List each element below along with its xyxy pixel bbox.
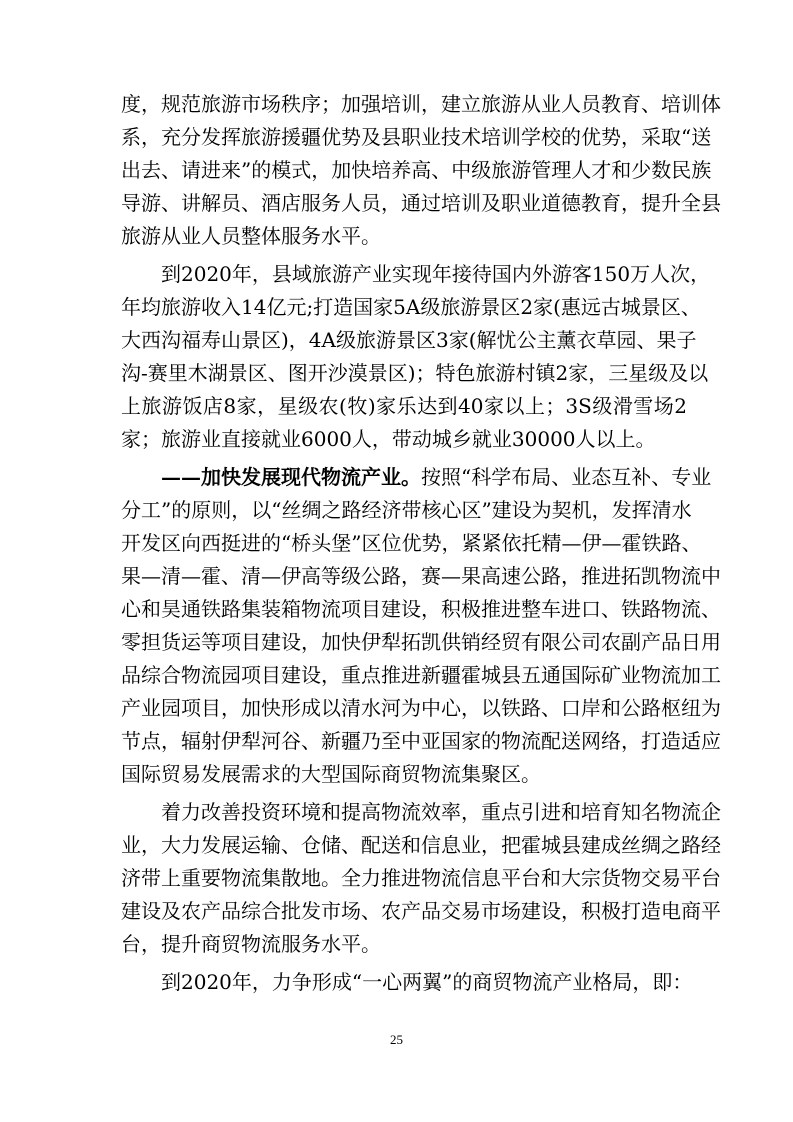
text-line: 着力改善投资环境和提高物流效率，重点引进和培育知名物流企 (161, 800, 721, 824)
text-line (121, 461, 712, 494)
paragraph-tourism-targets (121, 258, 711, 456)
text-line: 出去、请进来”的模式，加快培养高、中级旅游管理人才和少数民族 (121, 158, 712, 182)
text-line: 旅游从业人员整体服务水平。 (121, 224, 381, 248)
text-line: 产业园项目，加快形成以清水河为中心，以铁路、口岸和公路枢纽为 (121, 696, 721, 720)
text-line: 品综合物流园项目建设，重点推进新疆霍城县五通国际矿业物流加工 (121, 663, 721, 687)
text-line: 心和昊通铁路集装箱物流项目建设，积极推进整车进口、铁路物流、 (121, 597, 721, 621)
text-line: 济带上重要物流集散地。全力推进物流信息平台和大宗货物交易平台 (121, 866, 721, 890)
text-line: 分工”的原则，以“丝绸之路经济带核心区”建设为契机，发挥清水 (121, 498, 692, 522)
text-line: 开发区向西挺进的“桥头堡”区位优势，紧紧依托精—伊—霍铁路、 (121, 531, 702, 555)
text-line: 建设及农产品综合批发市场、农产品交易市场建设，积极打造电商平 (121, 899, 721, 923)
text-line: 国际贸易发展需求的大型国际商贸物流集聚区。 (121, 762, 541, 786)
text-line: 系，充分发挥旅游援疆优势及县职业技术培训学校的优势，采取“送 (121, 125, 712, 149)
section-lead-heading: ——加快发展现代物流产业。 (161, 465, 421, 489)
text-line: 到2020年，力争形成“一心两翼”的商贸物流产业格局，即： (161, 970, 693, 994)
text-line: 年均旅游收入14亿元;打造国家5A级旅游景区2家(惠远古城景区、 (121, 295, 701, 319)
paragraph-logistics-environment (121, 796, 721, 961)
text-line: 家；旅游业直接就业6000人，带动城乡就业30000人以上。 (121, 427, 656, 451)
text-line: 业，大力发展运输、仓储、配送和信息业，把霍城县建成丝绸之路经 (121, 833, 721, 857)
text-line: 导游、讲解员、酒店服务人员，通过培训及职业道德教育，提升全县 (121, 191, 721, 215)
paragraph-tourism-training (121, 88, 721, 253)
text-line: 度，规范旅游市场秩序；加强培训，建立旅游从业人员教育、培训体 (121, 92, 721, 116)
text-line: 大西沟福寿山景区)，4A级旅游景区3家(解忧公主薰衣草园、果子 (121, 328, 697, 352)
text-line: 沟-赛里木湖景区、图开沙漠景区)；特色旅游村镇2家，三星级及以 (121, 361, 709, 385)
text-line-rest: 按照“科学布局、业态互补、专业 (421, 465, 712, 489)
text-line: 节点，辐射伊犁河谷、新疆乃至中亚国家的物流配送网络，打造适应 (121, 729, 721, 753)
text-line: 到2020年，县域旅游产业实现年接待国内外游客150万人次， (161, 262, 711, 286)
page-body (121, 88, 721, 999)
text-line: 上旅游饭店8家，星级农(牧)家乐达到40家以上；3S级滑雪场2 (121, 394, 687, 418)
paragraph-logistics-targets (121, 966, 693, 999)
page-number: 25 (390, 1032, 403, 1047)
text-line: 果—清—霍、清—伊高等级公路，赛—果高速公路，推进拓凯物流中 (121, 564, 721, 588)
paragraph-logistics-development (121, 461, 721, 791)
text-line: 零担货运等项目建设，加快伊犁拓凯供销经贸有限公司农副产品日用 (121, 630, 721, 654)
text-line: 台，提升商贸物流服务水平。 (121, 932, 381, 956)
